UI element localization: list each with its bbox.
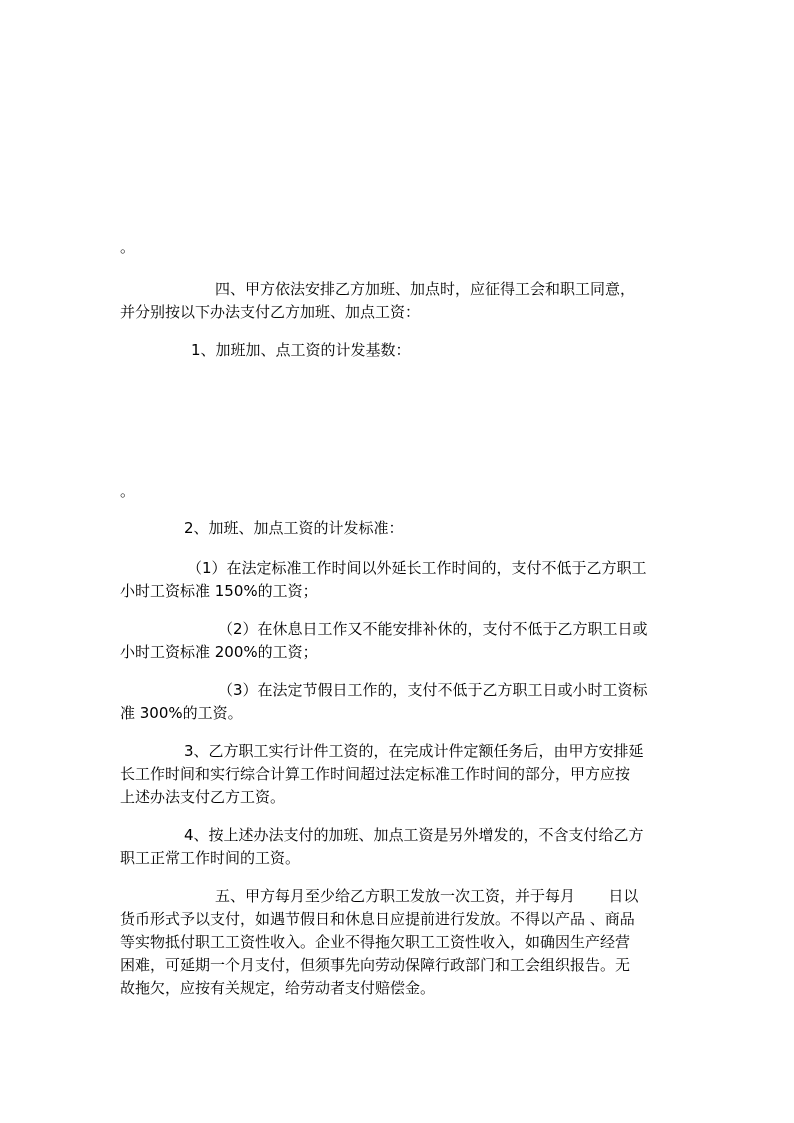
- item-three-line-3: 上述办法支付乙方工资。: [120, 788, 286, 806]
- stray-period: 。: [120, 238, 136, 256]
- sub-item-two-line-1: （2）在休息日工作又不能安排补休的，支付不低于乙方职工日或: [218, 620, 648, 638]
- item-three-line-1: 3、乙方职工实行计件工资的，在完成计件定额任务后，由甲方安排延: [184, 742, 644, 760]
- item-three-line-2: 长工作时间和实行综合计算工作时间超过法定标准工作时间的部分，甲方应按: [120, 765, 631, 783]
- section-four-line-2: 并分别按以下办法支付乙方加班、加点工资：: [120, 303, 421, 321]
- item-one: 1、加班加、点工资的计发基数：: [191, 341, 411, 359]
- sub-item-two-line-2: 小时工资标准 200%的工资；: [120, 643, 318, 661]
- section-five-line-1: 五、甲方每月至少给乙方职工发放一次工资，并于每月 日以: [215, 887, 639, 905]
- section-five-line-4: 困难，可延期一个月支付，但须事先向劳动保障行政部门和工会组织报告。无: [120, 956, 631, 974]
- item-two: 2、加班、加点工资的计发标准：: [184, 519, 404, 537]
- sub-item-one-line-2: 小时工资标准 150%的工资；: [120, 582, 318, 600]
- section-five-line-3: 等实物抵付职工工资性收入。企业不得拖欠职工工资性收入，如确因生产经营: [120, 933, 631, 951]
- sub-item-three-line-1: （3）在法定节假日工作的，支付不低于乙方职工日或小时工资标: [218, 681, 648, 699]
- section-four-line-1: 四、甲方依法安排乙方加班、加点时，应征得工会和职工同意，: [215, 280, 636, 298]
- item-four-line-2: 职工正常工作时间的工资。: [120, 849, 301, 867]
- sub-item-three-line-2: 准 300%的工资。: [120, 704, 243, 722]
- section-five-line-5: 故拖欠，应按有关规定，给劳动者支付赔偿金。: [120, 979, 436, 997]
- section-five-line-2: 货币形式予以支付，如遇节假日和休息日应提前进行发放。不得以产品 、商品: [120, 910, 635, 928]
- stray-period: 。: [120, 482, 136, 500]
- sub-item-one-line-1: （1）在法定标准工作时间以外延长工作时间的，支付不低于乙方职工: [187, 559, 647, 577]
- item-four-line-1: 4、按上述办法支付的加班、加点工资是另外增发的，不含支付给乙方: [184, 826, 644, 844]
